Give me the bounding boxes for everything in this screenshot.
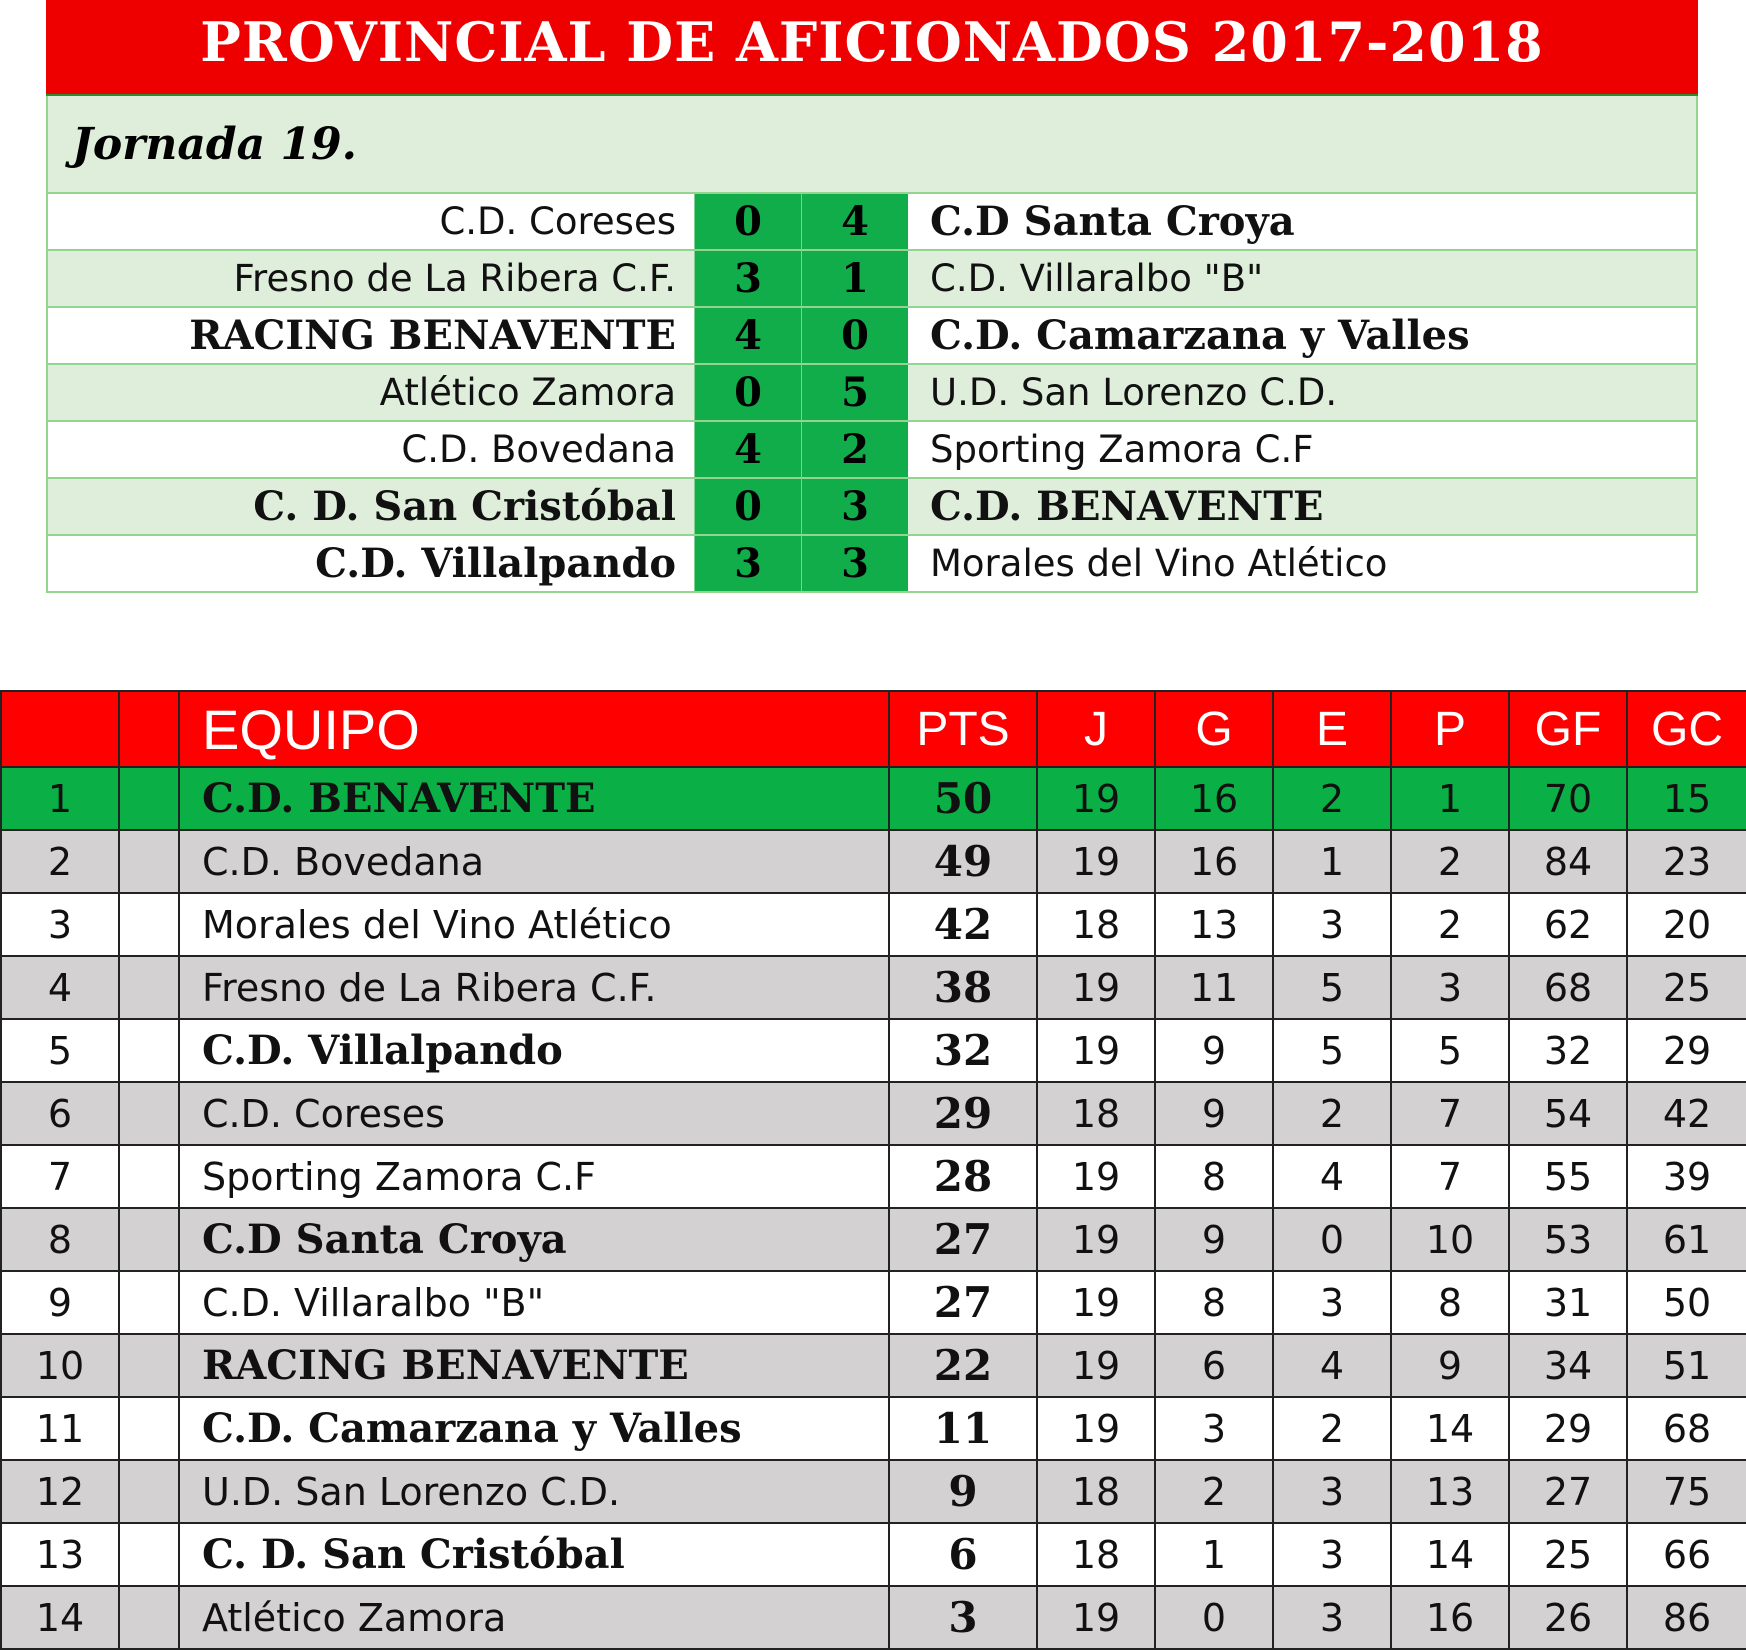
cell-goals-against: 29 (1627, 1019, 1746, 1082)
cell-position: 5 (1, 1019, 119, 1082)
cell-goals-for: 55 (1509, 1145, 1627, 1208)
cell-lost: 3 (1391, 956, 1509, 1019)
cell-won: 8 (1155, 1145, 1273, 1208)
match-row (46, 251, 1698, 308)
cell-points: 11 (889, 1397, 1037, 1460)
cell-team: C.D. Villaralbo "B" (179, 1271, 889, 1334)
match-home-team: C.D. Coreses (439, 200, 676, 243)
round-label: Jornada 19. (46, 96, 1698, 194)
cell-lost: 5 (1391, 1019, 1509, 1082)
match-home-score: 4 (694, 422, 801, 477)
cell-won: 6 (1155, 1334, 1273, 1397)
cell-lost: 2 (1391, 893, 1509, 956)
match-list (46, 194, 1698, 593)
col-header-team: EQUIPO (179, 691, 889, 767)
cell-goals-against: 75 (1627, 1460, 1746, 1523)
cell-position: 13 (1, 1523, 119, 1586)
match-away-score: 5 (801, 365, 908, 420)
cell-goals-for: 70 (1509, 767, 1627, 830)
cell-goals-against: 51 (1627, 1334, 1746, 1397)
match-row (46, 308, 1698, 365)
cell-drawn: 3 (1273, 1523, 1391, 1586)
cell-goals-for: 84 (1509, 830, 1627, 893)
cell-goals-for: 27 (1509, 1460, 1627, 1523)
cell-played: 19 (1037, 830, 1155, 893)
col-header-points: PTS (889, 691, 1037, 767)
standings-row (1, 956, 1746, 1019)
cell-points: 38 (889, 956, 1037, 1019)
match-row (46, 194, 1698, 251)
cell-drawn: 5 (1273, 956, 1391, 1019)
cell-goals-against: 20 (1627, 893, 1746, 956)
cell-position: 10 (1, 1334, 119, 1397)
standings-row (1, 1334, 1746, 1397)
cell-won: 1 (1155, 1523, 1273, 1586)
match-away-team: C.D. Camarzana y Valles (930, 312, 1470, 359)
cell-drawn: 3 (1273, 1271, 1391, 1334)
cell-points: 29 (889, 1082, 1037, 1145)
cell-team: C. D. San Cristóbal (179, 1523, 889, 1586)
cell-lost: 13 (1391, 1460, 1509, 1523)
cell-lost: 16 (1391, 1586, 1509, 1649)
match-home-score: 4 (694, 308, 801, 363)
cell-team: C.D. Villalpando (179, 1019, 889, 1082)
match-home-score: 0 (694, 194, 801, 249)
cell-team: Morales del Vino Atlético (179, 893, 889, 956)
cell-marker (119, 830, 179, 893)
cell-marker (119, 1082, 179, 1145)
cell-position: 8 (1, 1208, 119, 1271)
cell-points: 32 (889, 1019, 1037, 1082)
cell-marker (119, 1019, 179, 1082)
cell-team: C.D. Bovedana (179, 830, 889, 893)
standings-row (1, 1523, 1746, 1586)
match-home-team: RACING BENAVENTE (189, 312, 676, 359)
standings-body (1, 767, 1746, 1649)
cell-points: 9 (889, 1460, 1037, 1523)
standings-row (1, 1208, 1746, 1271)
col-header-drawn: E (1273, 691, 1391, 767)
cell-drawn: 2 (1273, 1082, 1391, 1145)
cell-goals-against: 68 (1627, 1397, 1746, 1460)
cell-goals-for: 54 (1509, 1082, 1627, 1145)
col-header-goals-against: GC (1627, 691, 1746, 767)
standings-row (1, 830, 1746, 893)
cell-marker (119, 1523, 179, 1586)
cell-marker (119, 893, 179, 956)
cell-points: 27 (889, 1208, 1037, 1271)
page-title: PROVINCIAL DE AFICIONADOS 2017-2018 (46, 0, 1698, 96)
cell-goals-for: 29 (1509, 1397, 1627, 1460)
match-away-team: C.D Santa Croya (930, 198, 1295, 245)
cell-goals-for: 68 (1509, 956, 1627, 1019)
cell-won: 9 (1155, 1208, 1273, 1271)
cell-goals-for: 62 (1509, 893, 1627, 956)
cell-lost: 14 (1391, 1523, 1509, 1586)
cell-team: C.D. Coreses (179, 1082, 889, 1145)
standings-header-row (1, 691, 1746, 767)
cell-position: 6 (1, 1082, 119, 1145)
cell-played: 18 (1037, 893, 1155, 956)
cell-won: 16 (1155, 830, 1273, 893)
cell-goals-against: 23 (1627, 830, 1746, 893)
cell-goals-against: 61 (1627, 1208, 1746, 1271)
cell-team: C.D. BENAVENTE (179, 767, 889, 830)
cell-marker (119, 1334, 179, 1397)
match-row (46, 365, 1698, 422)
col-header-won: G (1155, 691, 1273, 767)
standings-row (1, 1586, 1746, 1649)
match-home-team: C.D. Villalpando (315, 540, 676, 587)
cell-lost: 8 (1391, 1271, 1509, 1334)
cell-position: 7 (1, 1145, 119, 1208)
cell-goals-for: 53 (1509, 1208, 1627, 1271)
col-header-position (1, 691, 119, 767)
cell-position: 12 (1, 1460, 119, 1523)
cell-played: 19 (1037, 1019, 1155, 1082)
cell-position: 3 (1, 893, 119, 956)
cell-goals-for: 31 (1509, 1271, 1627, 1334)
cell-drawn: 3 (1273, 893, 1391, 956)
match-home-score: 3 (694, 251, 801, 306)
cell-team: Sporting Zamora C.F (179, 1145, 889, 1208)
standings-row (1, 893, 1746, 956)
cell-lost: 7 (1391, 1082, 1509, 1145)
cell-goals-against: 39 (1627, 1145, 1746, 1208)
cell-goals-for: 25 (1509, 1523, 1627, 1586)
cell-team: C.D. Camarzana y Valles (179, 1397, 889, 1460)
cell-goals-against: 86 (1627, 1586, 1746, 1649)
cell-team: RACING BENAVENTE (179, 1334, 889, 1397)
cell-points: 42 (889, 893, 1037, 956)
cell-goals-for: 34 (1509, 1334, 1627, 1397)
cell-position: 11 (1, 1397, 119, 1460)
cell-drawn: 4 (1273, 1334, 1391, 1397)
cell-position: 9 (1, 1271, 119, 1334)
col-header-goals-for: GF (1509, 691, 1627, 767)
cell-drawn: 3 (1273, 1586, 1391, 1649)
cell-won: 2 (1155, 1460, 1273, 1523)
cell-team: Atlético Zamora (179, 1586, 889, 1649)
match-away-score: 4 (801, 194, 908, 249)
match-away-team: Morales del Vino Atlético (930, 542, 1388, 585)
cell-goals-against: 42 (1627, 1082, 1746, 1145)
match-home-team: C.D. Bovedana (401, 428, 676, 471)
cell-points: 49 (889, 830, 1037, 893)
match-home-score: 3 (694, 536, 801, 591)
cell-played: 18 (1037, 1082, 1155, 1145)
cell-drawn: 3 (1273, 1460, 1391, 1523)
cell-marker (119, 1208, 179, 1271)
match-away-team: Sporting Zamora C.F (930, 428, 1314, 471)
cell-marker (119, 1460, 179, 1523)
match-away-team: C.D. BENAVENTE (930, 483, 1324, 530)
col-header-lost: P (1391, 691, 1509, 767)
standings-row (1, 1271, 1746, 1334)
cell-played: 19 (1037, 767, 1155, 830)
cell-played: 19 (1037, 1271, 1155, 1334)
cell-points: 22 (889, 1334, 1037, 1397)
cell-won: 16 (1155, 767, 1273, 830)
cell-played: 18 (1037, 1460, 1155, 1523)
standings-row (1, 1397, 1746, 1460)
match-away-score: 3 (801, 479, 908, 534)
cell-won: 13 (1155, 893, 1273, 956)
cell-marker (119, 1271, 179, 1334)
cell-goals-against: 15 (1627, 767, 1746, 830)
match-home-score: 0 (694, 365, 801, 420)
standings-row (1, 1082, 1746, 1145)
cell-marker (119, 1586, 179, 1649)
cell-marker (119, 767, 179, 830)
cell-lost: 10 (1391, 1208, 1509, 1271)
cell-won: 0 (1155, 1586, 1273, 1649)
cell-position: 1 (1, 767, 119, 830)
match-away-score: 0 (801, 308, 908, 363)
standings-row (1, 1145, 1746, 1208)
cell-drawn: 2 (1273, 1397, 1391, 1460)
match-home-team: C. D. San Cristóbal (253, 483, 676, 530)
cell-marker (119, 1145, 179, 1208)
cell-won: 8 (1155, 1271, 1273, 1334)
match-row (46, 536, 1698, 593)
match-row (46, 479, 1698, 536)
cell-marker (119, 956, 179, 1019)
cell-points: 6 (889, 1523, 1037, 1586)
cell-won: 9 (1155, 1082, 1273, 1145)
cell-played: 19 (1037, 1586, 1155, 1649)
cell-points: 27 (889, 1271, 1037, 1334)
cell-lost: 9 (1391, 1334, 1509, 1397)
match-row (46, 422, 1698, 479)
standings-table (0, 690, 1746, 1650)
cell-goals-against: 25 (1627, 956, 1746, 1019)
cell-won: 9 (1155, 1019, 1273, 1082)
cell-points: 50 (889, 767, 1037, 830)
cell-drawn: 5 (1273, 1019, 1391, 1082)
cell-points: 3 (889, 1586, 1037, 1649)
cell-played: 19 (1037, 1208, 1155, 1271)
cell-position: 14 (1, 1586, 119, 1649)
cell-lost: 2 (1391, 830, 1509, 893)
match-away-score: 3 (801, 536, 908, 591)
cell-drawn: 2 (1273, 767, 1391, 830)
cell-drawn: 4 (1273, 1145, 1391, 1208)
cell-goals-for: 32 (1509, 1019, 1627, 1082)
col-header-marker (119, 691, 179, 767)
cell-won: 3 (1155, 1397, 1273, 1460)
cell-goals-against: 50 (1627, 1271, 1746, 1334)
cell-team: Fresno de La Ribera C.F. (179, 956, 889, 1019)
cell-lost: 1 (1391, 767, 1509, 830)
results-panel (46, 0, 1698, 593)
cell-won: 11 (1155, 956, 1273, 1019)
cell-played: 19 (1037, 956, 1155, 1019)
cell-marker (119, 1397, 179, 1460)
cell-drawn: 0 (1273, 1208, 1391, 1271)
cell-drawn: 1 (1273, 830, 1391, 893)
cell-played: 19 (1037, 1334, 1155, 1397)
match-home-score: 0 (694, 479, 801, 534)
match-away-team: U.D. San Lorenzo C.D. (930, 371, 1338, 414)
cell-played: 18 (1037, 1523, 1155, 1586)
cell-lost: 14 (1391, 1397, 1509, 1460)
cell-position: 4 (1, 956, 119, 1019)
cell-played: 19 (1037, 1145, 1155, 1208)
cell-goals-for: 26 (1509, 1586, 1627, 1649)
match-away-score: 1 (801, 251, 908, 306)
standings-row (1, 767, 1746, 830)
cell-points: 28 (889, 1145, 1037, 1208)
cell-position: 2 (1, 830, 119, 893)
cell-played: 19 (1037, 1397, 1155, 1460)
cell-team: C.D Santa Croya (179, 1208, 889, 1271)
cell-goals-against: 66 (1627, 1523, 1746, 1586)
standings-row (1, 1019, 1746, 1082)
match-away-score: 2 (801, 422, 908, 477)
match-home-team: Fresno de La Ribera C.F. (233, 257, 676, 300)
cell-team: U.D. San Lorenzo C.D. (179, 1460, 889, 1523)
match-away-team: C.D. Villaralbo "B" (930, 257, 1264, 300)
match-home-team: Atlético Zamora (379, 371, 676, 414)
cell-lost: 7 (1391, 1145, 1509, 1208)
standings-row (1, 1460, 1746, 1523)
col-header-played: J (1037, 691, 1155, 767)
